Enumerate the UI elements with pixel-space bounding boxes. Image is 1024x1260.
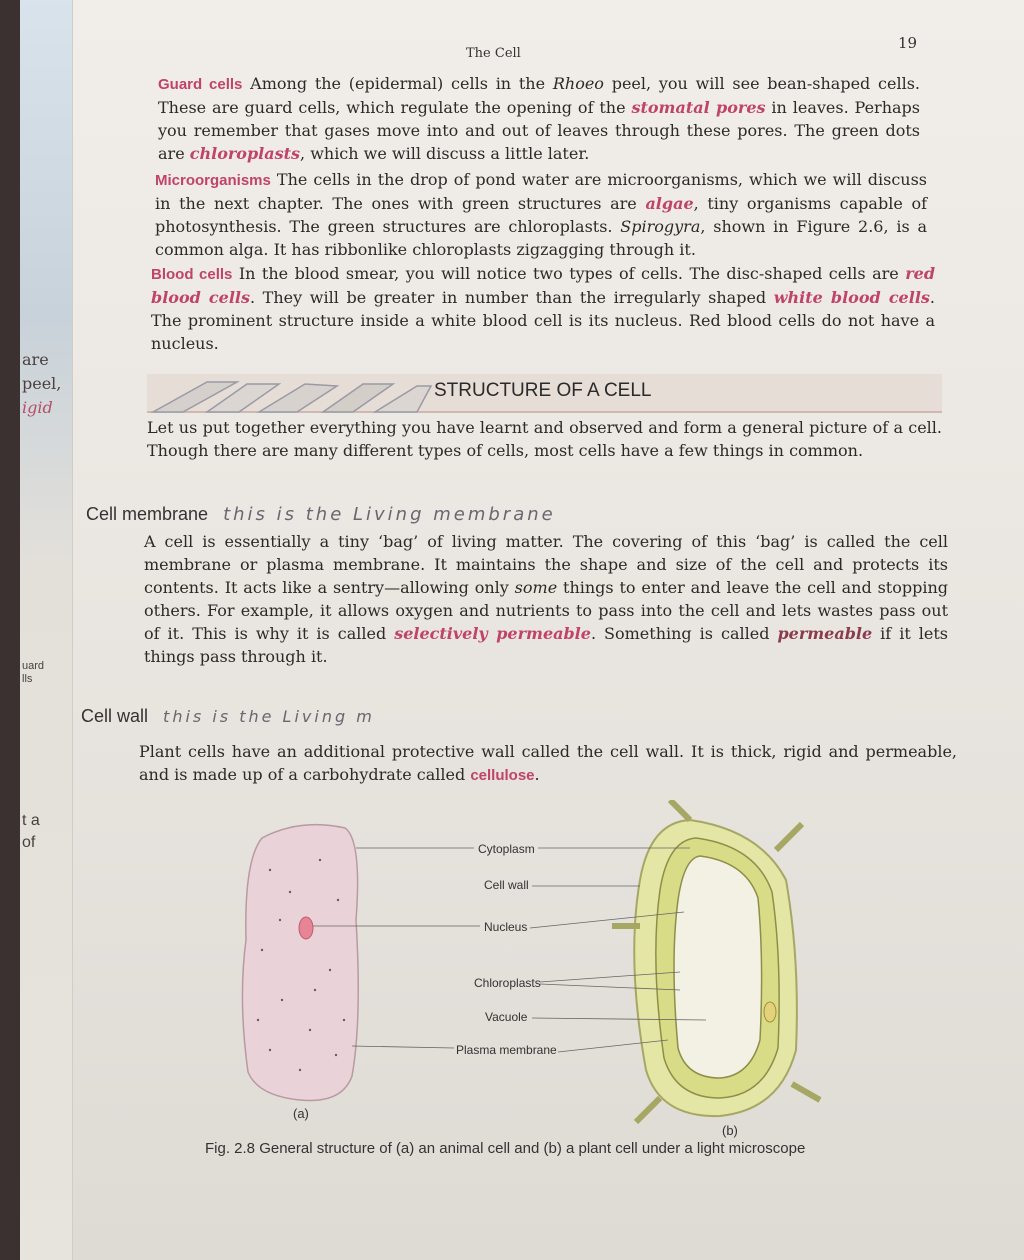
cell-wall-paragraph: Plant cells have an additional protective wall called the cell wall. It is thick, rigid and permeable, and is made up of a carbohydrate called cellulose. <box>139 742 957 784</box>
figure-caption: Fig. 2.8 General structure of (a) an animal cell and (b) a plant cell under a light microscope <box>205 1140 806 1157</box>
figure-sublabel-a: (a) <box>293 1106 309 1121</box>
handwritten-note: this is the Living membrane <box>223 504 556 525</box>
label-vacuole: Vacuole <box>485 1010 528 1024</box>
label-nucleus: Nucleus <box>484 920 528 934</box>
keyword: stomatal pores <box>631 98 766 117</box>
microorganisms-term: Microorganisms <box>155 172 271 189</box>
margin-fragment: lls <box>22 673 33 685</box>
label-chloroplasts: Chloroplasts <box>474 976 541 990</box>
margin-fragment: of <box>22 834 36 851</box>
section-title: STRUCTURE OF A CELL <box>434 380 652 401</box>
figure-sublabel-b: (b) <box>722 1123 738 1138</box>
label-cytoplasm: Cytoplasm <box>478 842 535 856</box>
blood-cells-paragraph: Blood cells In the blood smear, you will notice two types of cells. The disc-shaped cells are red blood cells. They will be greater in number than the irregularly shaped white blood cells. The prominent structure inside a white blood cell is its nucleus. Red blood cells do not have a nucleus. <box>151 264 935 353</box>
cell-membrane-heading: Cell membrane this is the Living membrane <box>86 504 556 525</box>
keyword: red blood cells <box>151 264 935 307</box>
page-number: 19 <box>898 34 918 52</box>
cell-wall-heading: Cell wall this is the Living m <box>81 706 375 726</box>
blood-cells-term: Blood cells <box>151 266 233 283</box>
label-plasma-membrane: Plasma membrane <box>456 1043 557 1057</box>
animal-cell-diagram <box>242 825 358 1101</box>
cell-membrane-paragraph: A cell is essentially a tiny ‘bag’ of living matter. The covering of this ‘bag’ is called the cell membrane or plasma membrane. It maintains the shape and size of the cell and protects its contents. It acts like a sentry—allowing only some things to enter and leave the cell and stopping others. For example, it allows oxygen and nutrients to pass into the cell and lets wastes pass out of it. This is why it is called selectively permeable. Something is called permeable if it lets things pass through it. <box>144 532 949 666</box>
margin-fragment: uard <box>22 660 45 672</box>
margin-fragment: t a <box>22 812 40 829</box>
handwritten-note: this is the Living m <box>163 707 375 726</box>
keyword: white blood cells <box>773 288 930 307</box>
running-title: The Cell <box>466 46 521 61</box>
keyword: selectively permeable <box>394 624 591 643</box>
label-cell-wall: Cell wall <box>484 878 529 892</box>
guard-cells-paragraph: Guard cells Among the (epidermal) cells in the Rhoeo peel, you will see bean-shaped cells. These are guard cells, which regulate the opening of the stomatal pores in leaves. Perhaps you remember that gases move into and out of leaves through these pores. The green dots are chloroplasts, which we will discuss a little later. <box>158 74 921 163</box>
margin-fragment: igid <box>22 398 53 417</box>
margin-fragment: are <box>22 350 49 369</box>
keyword: permeable <box>777 624 873 643</box>
guard-cells-term: Guard cells <box>158 76 243 93</box>
keyword: algae <box>645 194 694 213</box>
margin-fragment: peel, <box>22 374 62 393</box>
keyword: cellulose <box>470 767 535 784</box>
structure-intro: Let us put together everything you have learnt and observed and form a general picture of a cell. Though there are many different types of cells, most cells have a few things in common. <box>147 418 942 460</box>
microorganisms-paragraph: Microorganisms The cells in the drop of pond water are microorganisms, which we will discuss in the next chapter. The ones with green structures are algae, tiny organisms capable of photosynthesis. The green structures are chloroplasts. Spirogyra, shown in Figure 2.6, is a common alga. It has ribbonlike chloroplasts zigzagging through it. <box>155 170 927 259</box>
keyword: chloroplasts <box>189 144 301 163</box>
